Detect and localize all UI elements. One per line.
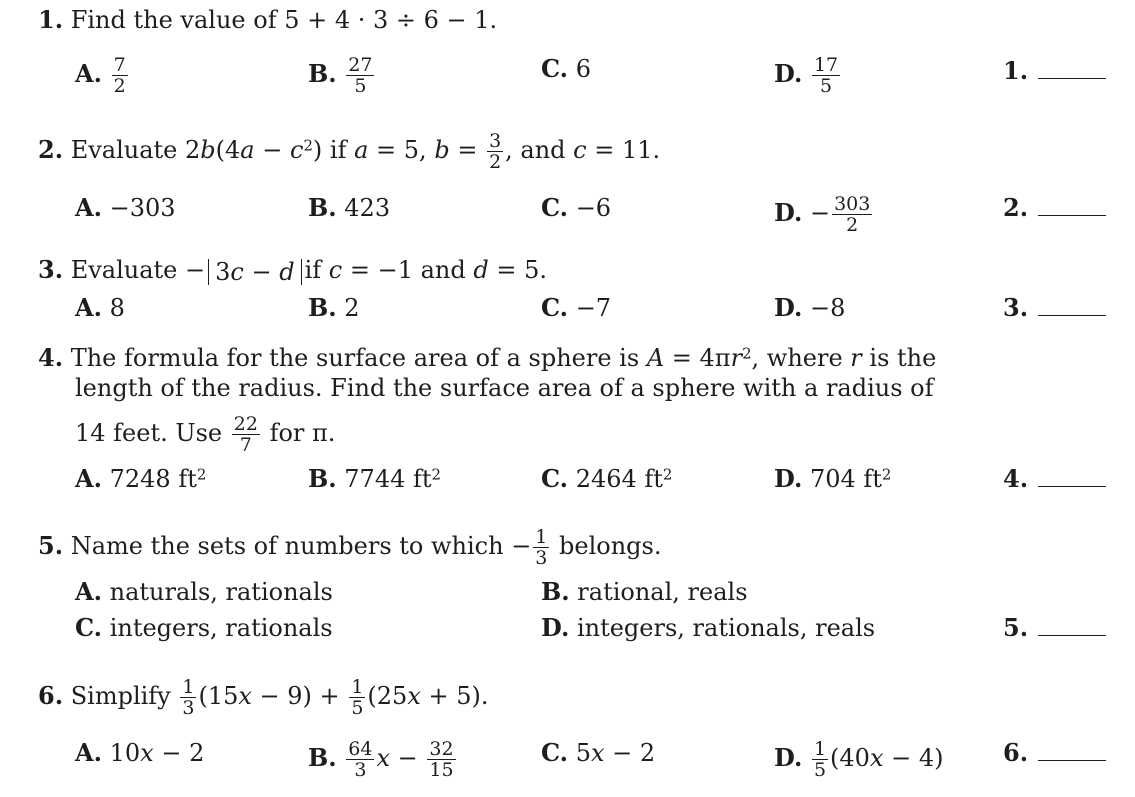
fraction: $\frac{22}{7}$ [233, 413, 258, 456]
fraction: $\frac{1}{3}$ [535, 526, 548, 569]
problem-4-choice-b: B. 7744 $ft^2$ [308, 464, 441, 493]
problem-6-choice-d: D. $\frac{1}{5}$ (40x − 4) [774, 738, 944, 781]
answer-blank-4[interactable]: 4. [1003, 465, 1106, 493]
problem-2-choice-a: A. −303 [75, 193, 176, 222]
problem-1-choice-c: C. 6 [541, 54, 591, 83]
answer-blank-5[interactable]: 5. [1003, 614, 1106, 642]
problem-2-choice-d: D. − $\frac{303}{2}$ [774, 193, 871, 236]
fraction: $\frac{3}{2}$ [489, 130, 502, 173]
problem-3-choice-c: C. −7 [541, 293, 612, 322]
problem-3-choice-b: B. 2 [308, 293, 360, 322]
problem-4-choice-a: A. 7248 $ft^2$ [75, 464, 207, 493]
problem-4-stem-line3: 14 feet. Use $\frac{22}{7}$ for π. [75, 413, 336, 456]
fraction: $\frac{32}{15}$ [429, 738, 454, 781]
problem-2-choice-c: C. −6 [541, 193, 612, 222]
fraction: $\frac{303}{2}$ [834, 193, 871, 236]
problem-5-choice-b: B. rational, reals [541, 577, 748, 606]
problem-5-choice-a: A. naturals, rationals [75, 577, 333, 606]
problem-5-choice-d: D. integers, rationals, reals [541, 613, 876, 642]
problem-3-choice-a: A. 8 [75, 293, 125, 322]
answer-blank-1[interactable]: 1. [1003, 57, 1106, 85]
problem-6-stem: 6. Simplify $\frac{1}{3}$ (15x − 9) + $\frac{1}{5}$ (25x + 5). [38, 676, 489, 719]
problem-4-choice-d: D. 704 $ft^2$ [774, 464, 892, 493]
problem-6-choice-c: C. 5x − 2 [541, 738, 656, 767]
fraction: $\frac{27}{5}$ [348, 54, 373, 97]
fraction: $\frac{1}{5}$ [351, 676, 364, 719]
problem-2-choice-b: B. 423 [308, 193, 391, 222]
fraction: $\frac{1}{3}$ [182, 676, 195, 719]
answer-blank-3[interactable]: 3. [1003, 294, 1106, 322]
answer-blank-6[interactable]: 6. [1003, 739, 1106, 767]
problem-3-stem: 3. Evaluate − 3c − d if c = −1 and d = 5. [38, 255, 548, 286]
problem-4-stem-line1: 4. The formula for the surface area of a sphere is $A = 4\pi r^2$, where r is the [38, 343, 937, 372]
problem-5-choice-c: C. integers, rationals [75, 613, 333, 642]
problem-1-choice-b: B. $\frac{27}{5}$ [308, 54, 373, 97]
fraction: $\frac{64}{3}$ [348, 738, 373, 781]
fraction: $\frac{7}{2}$ [113, 54, 126, 97]
problem-1-choice-a: A. $\frac{7}{2}$ [75, 54, 126, 97]
fraction: $\frac{1}{5}$ [813, 738, 827, 781]
problem-5-stem: 5. Name the sets of numbers to which − $\frac{1}{3}$ belongs. [38, 526, 662, 569]
problem-2-stem: 2. Evaluate $2b(4a - c^2)$ if a = 5, b = $\frac{3}{2}$ , and c = 11. [38, 130, 661, 173]
answer-blank-2[interactable]: 2. [1003, 194, 1106, 222]
problem-1-choice-d: D. $\frac{17}{5}$ [774, 54, 839, 97]
problem-3-choice-d: D. −8 [774, 293, 846, 322]
problem-4-choice-c: C. 2464 $ft^2$ [541, 464, 673, 493]
problem-1-stem: 1. Find the value of 5 + 4 · 3 ÷ 6 − 1. [38, 5, 498, 34]
fraction: $\frac{17}{5}$ [813, 54, 839, 97]
problem-4-stem-line2: length of the radius. Find the surface area of a sphere with a radius of [75, 374, 934, 402]
problem-6-choice-a: A. 10x − 2 [75, 738, 205, 767]
problem-6-choice-b: B. $\frac{64}{3}$ x − $\frac{32}{15}$ [308, 738, 454, 781]
